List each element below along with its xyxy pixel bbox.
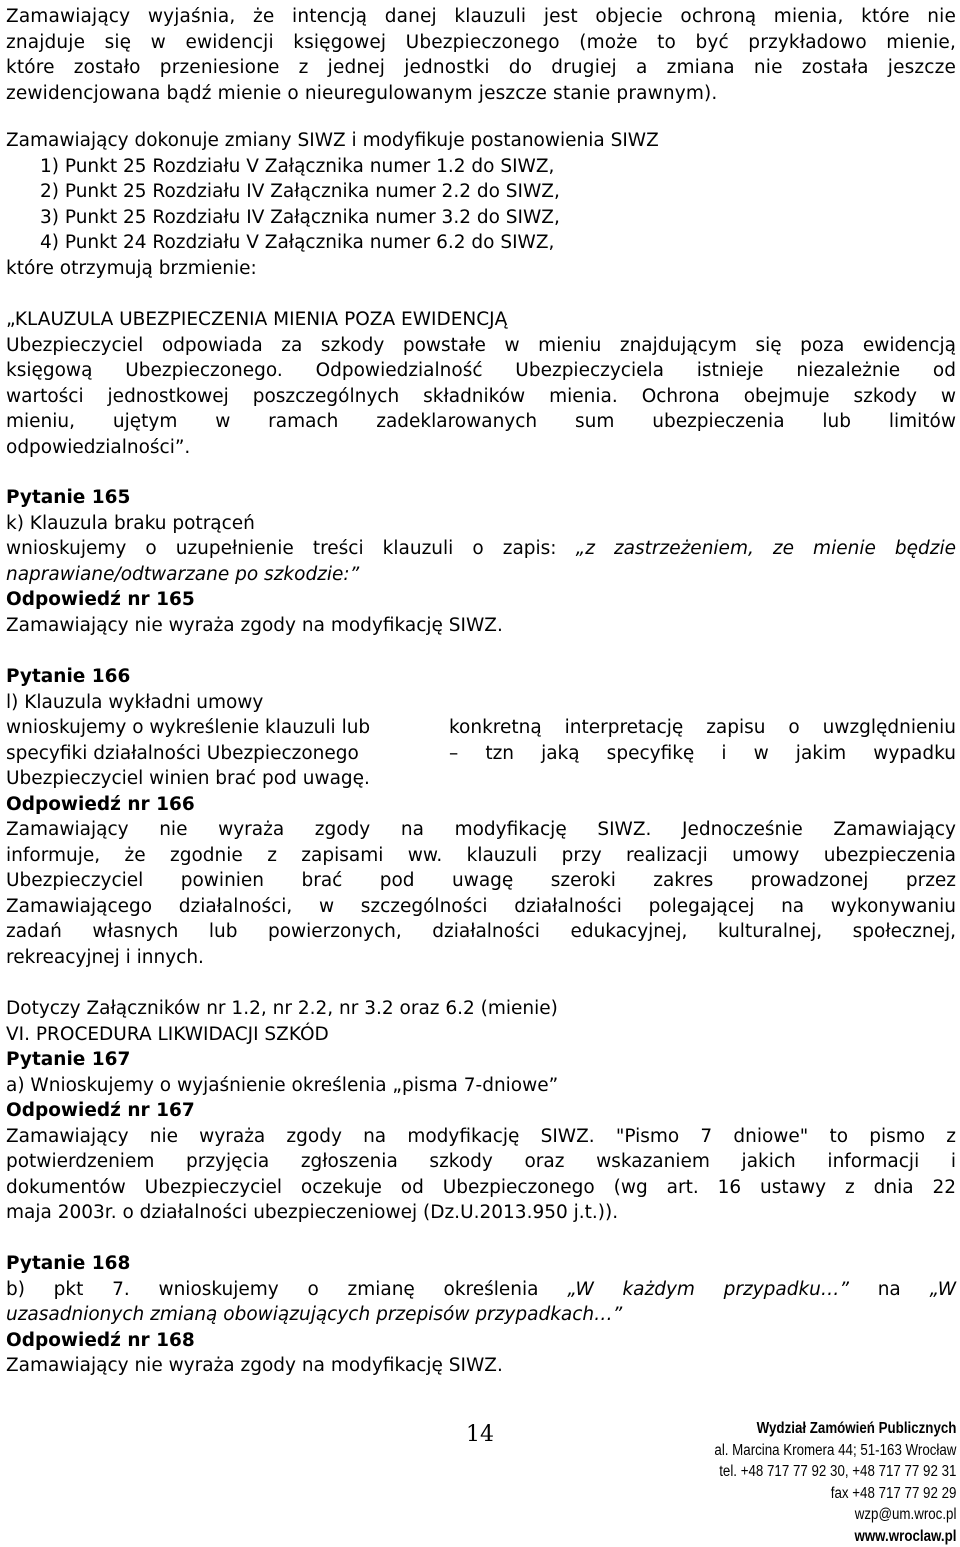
question-subtitle: a) Wnioskujemy o wyjaśnienie określenia „pisma 7-dniowe” <box>6 1073 956 1099</box>
answer-line: zadań własnych lub powierzonych, działalności edukacyjnej, kulturalnej, społecznej, <box>6 919 956 945</box>
answer-line: potwierdzeniem przyjęcia zgłoszenia szkody oraz wskazaniem jakich informacji i <box>6 1149 956 1175</box>
list-item: 1) Punkt 25 Rozdziału V Załącznika numer 1.2 do SIWZ, <box>6 154 956 180</box>
question-title: Pytanie 167 <box>6 1047 956 1073</box>
answer-title: Odpowiedź nr 168 <box>6 1328 956 1354</box>
request-text: b) pkt 7. wnioskujemy o zmianę określenia <box>6 1279 567 1300</box>
request-left: specyfiki działalności Ubezpieczonego <box>6 741 359 767</box>
question-166 <box>6 664 956 970</box>
answer-line: Zamawiający nie wyraża zgody na modyfikację SIWZ. Jednocześnie Zamawiający <box>6 817 956 843</box>
text-line: Zamawiający wyjaśnia, że intencją danej klauzuli jest objecie ochroną mienia, które nie <box>6 4 956 30</box>
question-subtitle: l) Klauzula wykładni umowy <box>6 690 956 716</box>
request-right: – tzn jaką specyfikę i w jakim wypadku <box>449 741 956 767</box>
clause-title: „KLAUZULA UBEZPIECZENIA MIENIA POZA EWIDENCJĄ <box>6 307 956 333</box>
request-left: wnioskujemy o wykreślenie klauzuli lub <box>6 715 370 741</box>
footer-office: Wydział Zamówień Publicznych <box>714 1418 956 1440</box>
clause-section <box>6 307 956 460</box>
question-168 <box>6 1251 956 1379</box>
section-vi <box>6 996 956 1047</box>
text-line: zewidencjowana bądź mienie o nieuregulowanym jeszcze stanie prawnym). <box>6 81 956 107</box>
request-quote: „z zastrzeżeniem, ze mienie będzie <box>576 538 956 559</box>
question-request <box>6 536 956 562</box>
question-request-row <box>6 741 956 767</box>
request-last: Ubezpieczyciel winien brać pod uwagę. <box>6 766 956 792</box>
footer-street: al. Marcina Kromera 44; 51-163 Wrocław <box>714 1440 956 1462</box>
list-item: 3) Punkt 25 Rozdziału IV Załącznika numer 3.2 do SIWZ, <box>6 205 956 231</box>
answer-line: dokumentów Ubezpieczyciel oczekuje od Ubezpieczonego (wg art. 16 ustawy z dnia 22 <box>6 1175 956 1201</box>
footer-website[interactable]: www.wroclaw.pl <box>714 1526 956 1547</box>
changes-section <box>6 128 956 281</box>
question-subtitle: k) Klauzula braku potrąceń <box>6 511 956 537</box>
answer-line: informuje, że zgodnie z zapisami ww. klauzuli przy realizacji umowy ubezpieczenia <box>6 843 956 869</box>
footer-tel: tel. +48 717 77 92 30, +48 717 77 92 31 <box>714 1461 956 1483</box>
question-title: Pytanie 168 <box>6 1251 956 1277</box>
section-heading: VI. PROCEDURA LIKWIDACJI SZKÓD <box>6 1022 956 1048</box>
text-line: księgową Ubezpieczonego. Odpowiedzialność Ubezpieczyciela istnieje niezależnie od <box>6 358 956 384</box>
intro-paragraph <box>6 4 956 106</box>
answer-line: maja 2003r. o działalności ubezpieczeniowej (Dz.U.2013.950 j.t.)). <box>6 1200 956 1226</box>
page-number: 14 <box>466 1422 494 1447</box>
answer-line: Ubezpieczyciel powinien brać pod uwagę szeroki zakres prowadzonej przez <box>6 868 956 894</box>
question-165 <box>6 485 956 638</box>
footer-fax: fax +48 717 77 92 29 <box>714 1483 956 1505</box>
answer-text: Zamawiający nie wyraża zgody na modyfikację SIWZ. <box>6 1353 956 1379</box>
question-title: Pytanie 166 <box>6 664 956 690</box>
request-text: na <box>849 1279 929 1300</box>
answer-line: rekreacyjnej i innych. <box>6 945 956 971</box>
changes-trailer: które otrzymują brzmienie: <box>6 256 956 282</box>
answer-title: Odpowiedź nr 167 <box>6 1098 956 1124</box>
changes-heading: Zamawiający dokonuje zmiany SIWZ i modyfikuje postanowienia SIWZ <box>6 128 956 154</box>
answer-title: Odpowiedź nr 166 <box>6 792 956 818</box>
question-request-row <box>6 715 956 741</box>
answer-line: Zamawiającego działalności, w szczególności działalności polegającej na wykonywaniu <box>6 894 956 920</box>
request-right: konkretną interpretację zapisu o uwzględnieniu <box>449 715 956 741</box>
attachments-note: Dotyczy Załączników nr 1.2, nr 2.2, nr 3.2 oraz 6.2 (mienie) <box>6 996 956 1022</box>
request-quote: „W każdym przypadku…” <box>567 1279 849 1300</box>
request-quote-continued: naprawiane/odtwarzane po szkodzie:” <box>6 562 956 588</box>
text-line: znajduje się w ewidencji księgowej Ubezpieczonego (może to być przykładowo mienie, <box>6 30 956 56</box>
request-quote: „W <box>929 1279 956 1300</box>
text-line: odpowiedzialności”. <box>6 435 956 461</box>
footer-email[interactable]: wzp@um.wroc.pl <box>714 1504 956 1526</box>
text-line: mieniu, ujętym w ramach zadeklarowanych sum ubezpieczenia lub limitów <box>6 409 956 435</box>
footer-address <box>714 1418 956 1547</box>
answer-line: Zamawiający nie wyraża zgody na modyfikację SIWZ. "Pismo 7 dniowe" to pismo z <box>6 1124 956 1150</box>
request-quote-continued: uzasadnionych zmianą obowiązujących przepisów przypadkach…” <box>6 1302 956 1328</box>
answer-text: Zamawiający nie wyraża zgody na modyfikację SIWZ. <box>6 613 956 639</box>
request-text: wnioskujemy o uzupełnienie treści klauzuli o zapis: <box>6 538 576 559</box>
question-title: Pytanie 165 <box>6 485 956 511</box>
text-line: które zostało przeniesione z jednej jednostki do drugiej a zmiana nie została jeszcze <box>6 55 956 81</box>
question-167 <box>6 1047 956 1226</box>
text-line: wartości jednostkowej poszczególnych składników mienia. Ochrona obejmuje szkody w <box>6 384 956 410</box>
text-line: Ubezpieczyciel odpowiada za szkody powstałe w mieniu znajdującym się poza ewidencją <box>6 333 956 359</box>
question-request <box>6 1277 956 1303</box>
answer-title: Odpowiedź nr 165 <box>6 587 956 613</box>
list-item: 4) Punkt 24 Rozdziału V Załącznika numer 6.2 do SIWZ, <box>6 230 956 256</box>
list-item: 2) Punkt 25 Rozdziału IV Załącznika numer 2.2 do SIWZ, <box>6 179 956 205</box>
